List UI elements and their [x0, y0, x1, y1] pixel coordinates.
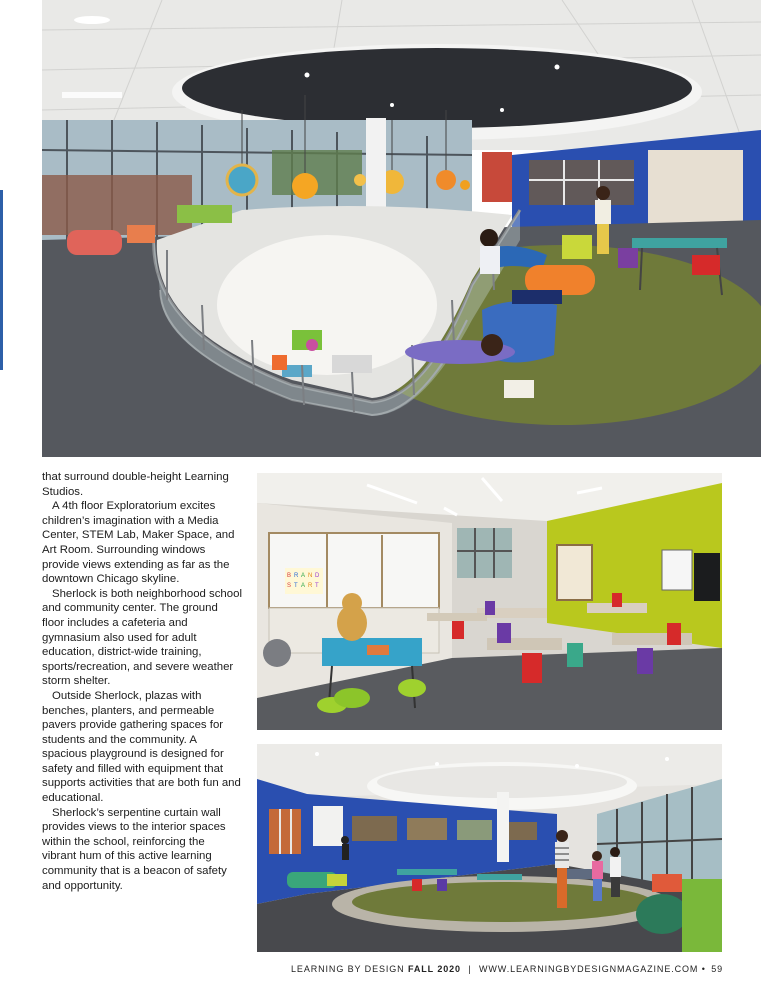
board-letter: B: [287, 573, 292, 579]
article-paragraph: that surround double-height Learning Studios.: [42, 471, 229, 498]
board-letter: D: [315, 573, 320, 579]
classroom-photo: [257, 473, 722, 730]
learning-commons-photo: [257, 744, 722, 952]
board-letter: R: [308, 583, 313, 589]
atrium-photo-illustration: [42, 0, 761, 457]
article-body: [42, 470, 242, 893]
footer-separator: |: [468, 964, 472, 974]
board-letter: N: [308, 573, 313, 579]
article-paragraph: Outside Sherlock, plazas with benches, planters, and permeable pavers provide gathering spaces for students and the community. A spacious playground is designed for safety and filled with equipment that supports activities that are both fun and educational.: [42, 689, 241, 805]
atrium-photo: [42, 0, 761, 457]
website-link[interactable]: WWW.LEARNINGBYDESIGNMAGAZINE.COM •: [479, 964, 706, 974]
board-letter: T: [315, 583, 319, 589]
article-paragraph: Sherlock is both neighborhood school and community center. The ground floor includes a cafeteria and gymnasium also used for adult education, district-wide training, sports/recreation, and severe weather storm shelter.: [42, 587, 242, 688]
publication-name: LEARNING BY DESIGN: [291, 964, 405, 974]
article-paragraph: Sherlock’s serpentine curtain wall provides views to the interior spaces within the school, reinforcing the vibrant hum of this active learning community that is a beacon of safety and opportunity.: [42, 806, 227, 892]
board-letter: S: [287, 583, 292, 589]
page-number: 59: [711, 964, 723, 974]
classroom-photo-illustration: [257, 473, 722, 730]
issue-label: FALL 2020: [407, 964, 461, 974]
board-letter: R: [294, 573, 299, 579]
learning-commons-photo-illustration: [257, 744, 722, 952]
page-footer: [0, 964, 723, 978]
board-letter: A: [301, 583, 306, 589]
letter-grid: [285, 568, 323, 594]
board-letter: A: [301, 573, 306, 579]
facing-page-edge: [0, 190, 3, 370]
board-letter: T: [294, 583, 298, 589]
article-paragraph: A 4th floor Exploratorium excites children’s imagination with a Media Center, STEM Lab, Maker Space, and Art Room. Surrounding windows provide views extending as far as the downtown Chicago skyline.: [42, 500, 235, 586]
